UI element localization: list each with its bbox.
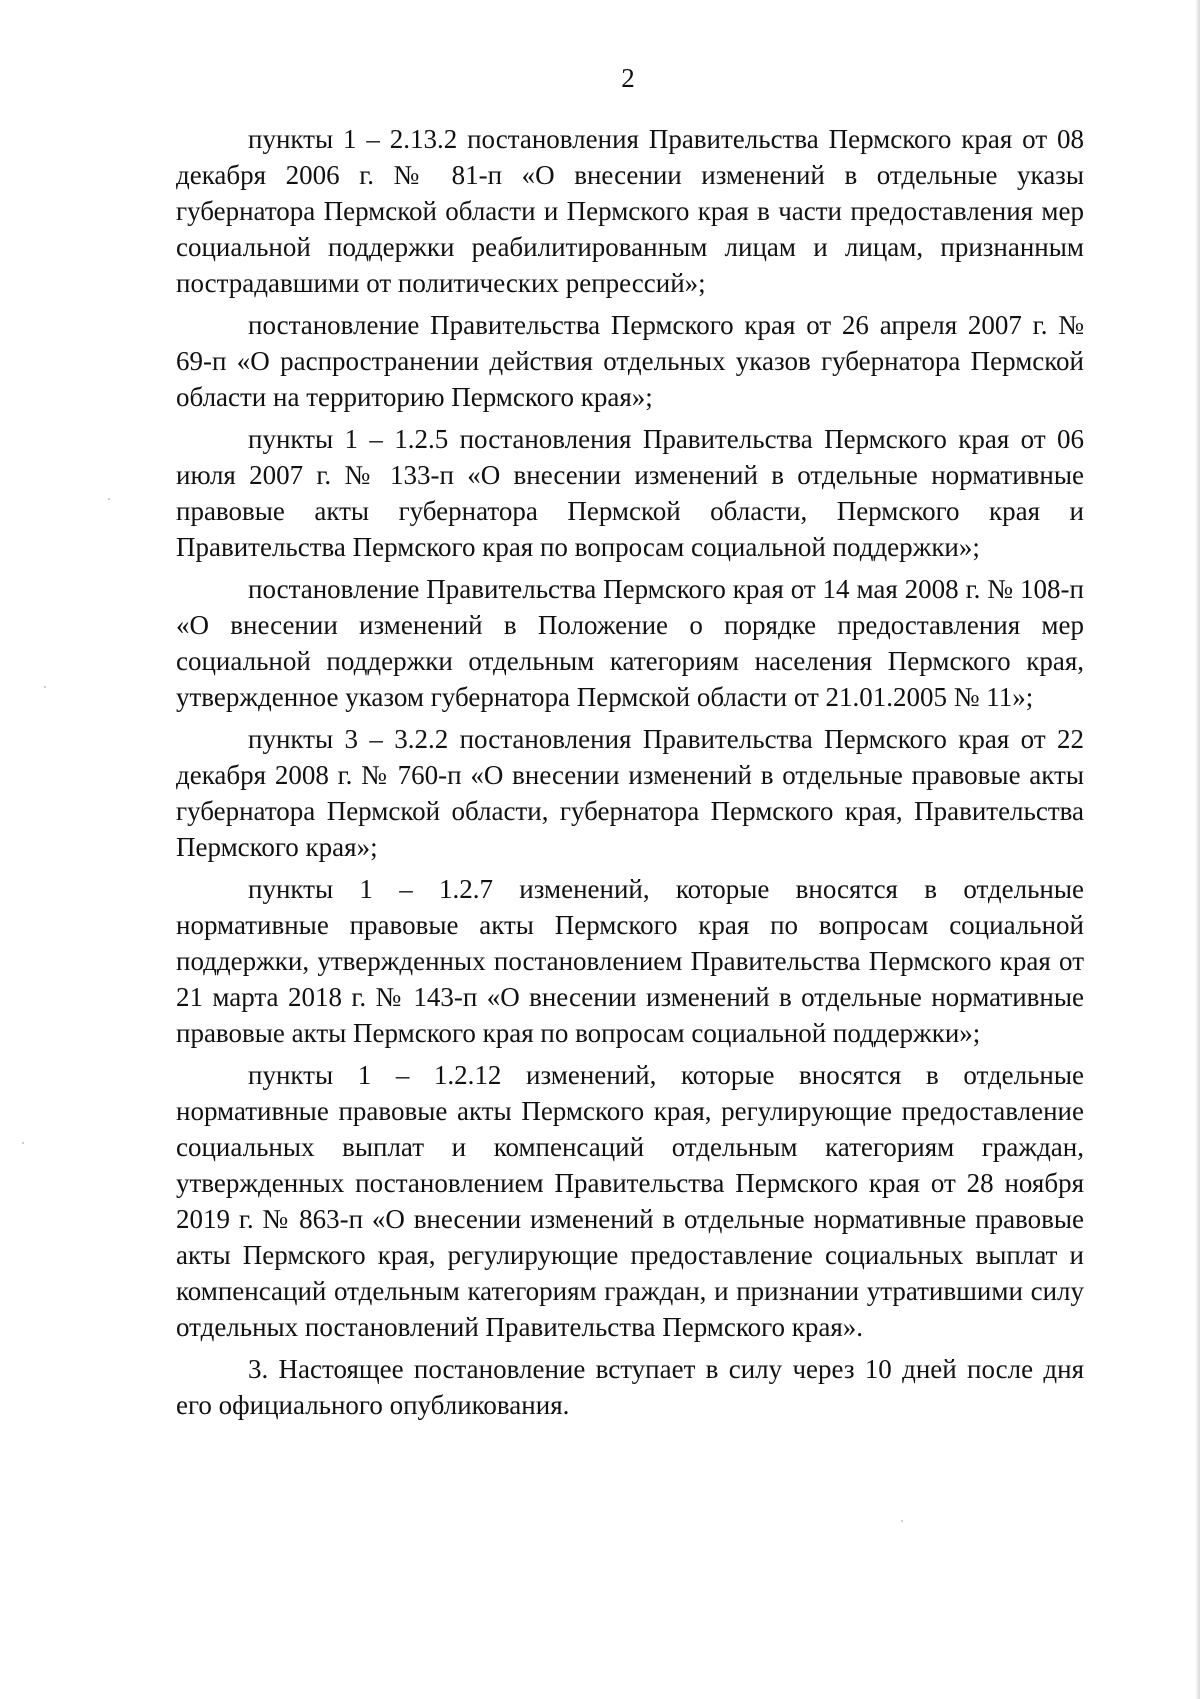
paragraph-item-1: пункты 1 – 2.13.2 постановления Правительства Пермского края от 08 декабря 2006 г. № 81-п «О внесении изменений в отдельные указы губернатора Пермской области и Пермского края в части предоставления мер социальной поддержки реабилитированным лицам и лицам, признанным пострадавшими от политических репрессий»; [176,124,1084,298]
scan-speck [108,498,110,500]
paragraph-item-7: пункты 1 – 1.2.12 изменений, которые вносятся в отдельные нормативные правовые акты Пермского края, регулирующие предоставление социальных выплат и компенсаций отдельным категориям граждан, утвержденных постановлением Правительства Пермского края от 28 ноября 2019 г. № 863-п «О внесении изменений в отдельные нормативные правовые акты Пермского края, регулирующие предоставление социальных выплат и компенсаций отдельным категориям граждан, и признании утратившими силу отдельных постановлений Правительства Пермского края». [176,1060,1084,1342]
scan-speck [22,1142,24,1144]
scan-speck [901,1520,903,1522]
paragraph-item-3: пункты 1 – 1.2.5 постановления Правительства Пермского края от 06 июля 2007 г. № 133-п «О внесении изменений в отдельные нормативные правовые акты губернатора Пермской области, Пермского края и Правительства Пермского края по вопросам социальной поддержки»; [176,424,1084,562]
scan-edge-shadow [1195,0,1200,1699]
paragraph-item-5: пункты 3 – 3.2.2 постановления Правительства Пермского края от 22 декабря 2008 г. № 760-п «О внесении изменений в отдельные правовые акты губернатора Пермской области, губернатора Пермского края, Правительства Пермского края»; [176,724,1084,862]
scan-speck [44,686,46,688]
document-body [176,121,1084,1429]
paragraph-decree-effective: 3. Настоящее постановление вступает в силу через 10 дней после дня его официального опубликования. [176,1354,1084,1420]
paragraph-item-6: пункты 1 – 1.2.7 изменений, которые вносятся в отдельные нормативные правовые акты Пермского края по вопросам социальной поддержки, утвержденных постановлением Правительства Пермского края от 21 марта 2018 г. № 143-п «О внесении изменений в отдельные нормативные правовые акты Пермского края по вопросам социальной поддержки»; [176,874,1084,1048]
page-number: 2 [621,63,635,93]
paragraph-item-4: постановление Правительства Пермского края от 14 мая 2008 г. № 108-п «О внесении изменений в Положение о порядке предоставления мер социальной поддержки отдельным категориям населения Пермского края, утвержденное указом губернатора Пермской области от 21.01.2005 № 11»; [176,574,1084,712]
paragraph-item-2: постановление Правительства Пермского края от 26 апреля 2007 г. № 69-п «О распространении действия отдельных указов губернатора Пермской области на территорию Пермского края»; [176,310,1084,412]
